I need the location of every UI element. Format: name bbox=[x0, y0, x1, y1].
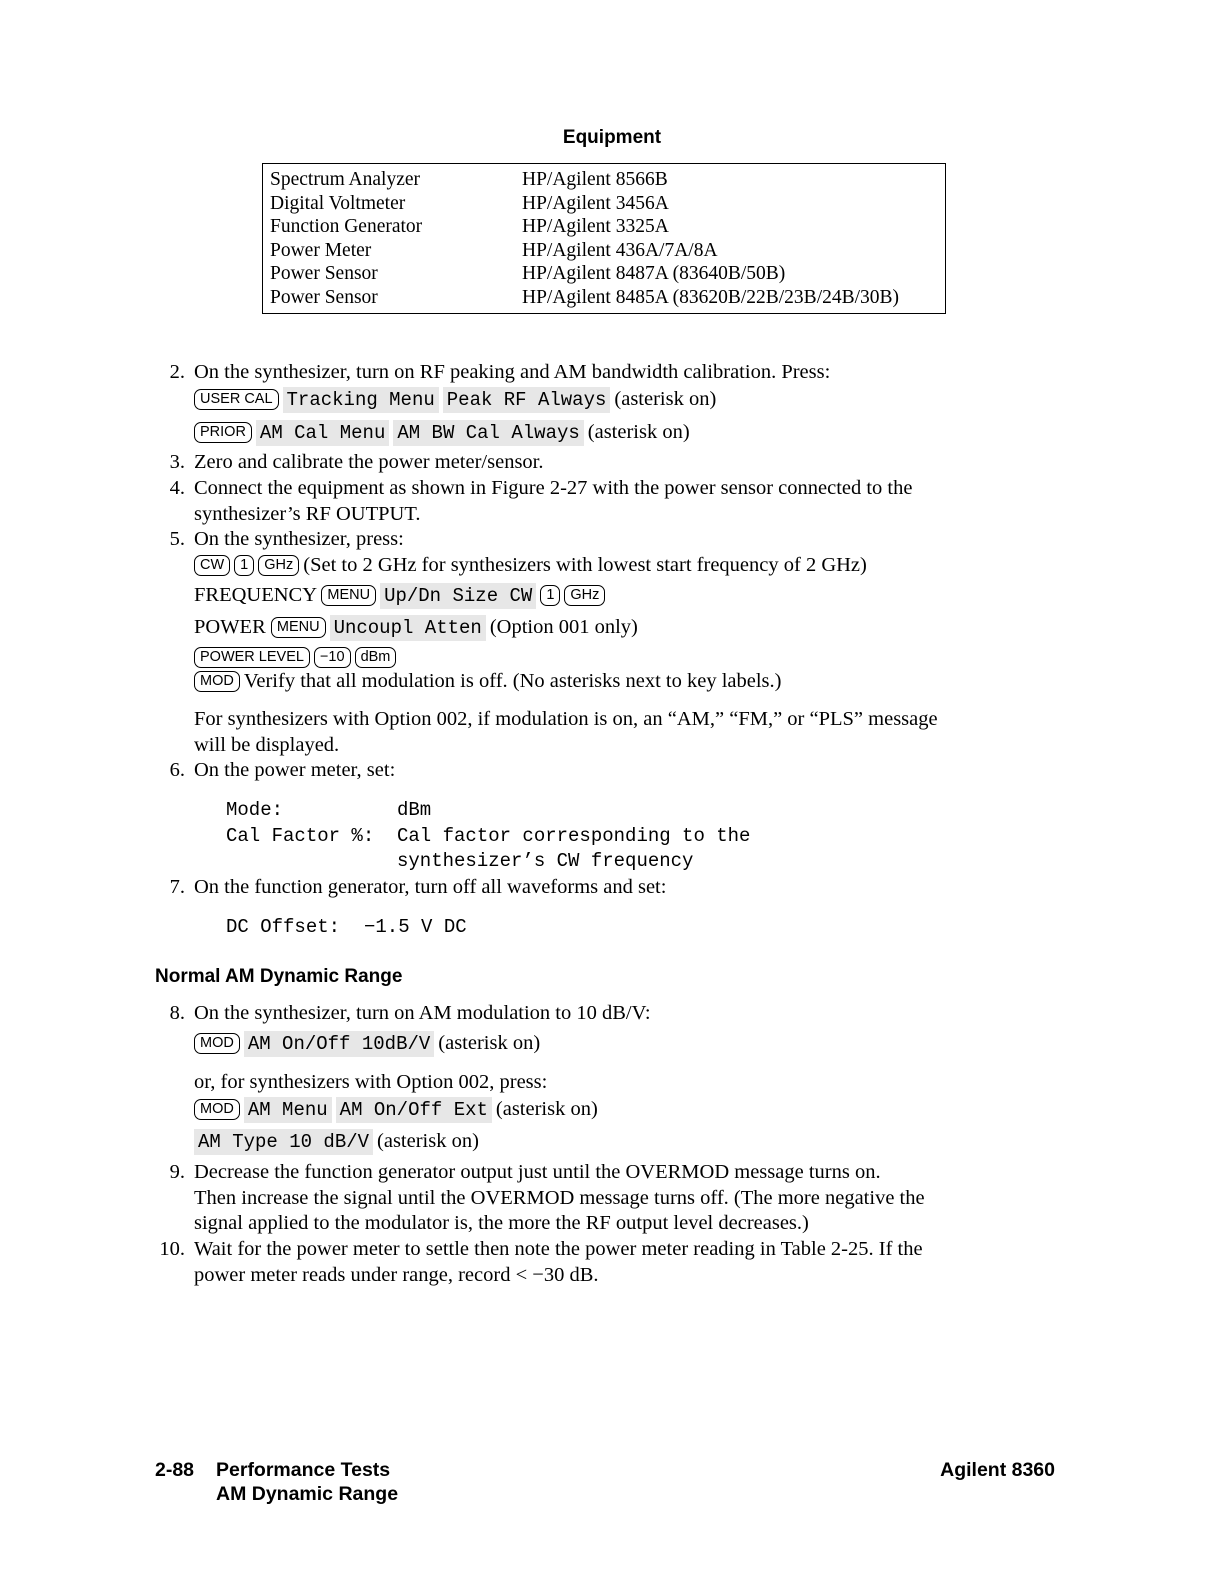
keypress-line: FREQUENCY MENU Up/Dn Size CW 1 GHz bbox=[194, 583, 609, 609]
footer-chapter: Performance Tests bbox=[216, 1459, 391, 1481]
keypress-line: MOD Verify that all modulation is off. (No asterisks next to key labels.) bbox=[194, 669, 781, 693]
setting-label: Cal Factor %: bbox=[226, 825, 375, 847]
am-on-off-ext-softkey: AM On/Off Ext bbox=[336, 1097, 492, 1123]
setting-value: synthesizer’s CW frequency bbox=[397, 850, 694, 872]
am-type-10dbv-softkey: AM Type 10 dB/V bbox=[194, 1129, 373, 1155]
setting-value: dBm bbox=[397, 799, 432, 821]
am-on-off-10dbv-softkey: AM On/Off 10dB/V bbox=[244, 1031, 434, 1057]
step-text: synthesizer’s RF OUTPUT. bbox=[194, 503, 421, 525]
keypress-line: MOD AM Menu AM On/Off Ext (asterisk on) bbox=[194, 1097, 598, 1123]
tracking-menu-softkey: Tracking Menu bbox=[283, 387, 439, 413]
uncoupl-atten-softkey: Uncoupl Atten bbox=[330, 615, 486, 641]
step-number: 4. bbox=[169, 477, 185, 499]
step-number: 6. bbox=[169, 759, 185, 781]
menu-key: MENU bbox=[271, 617, 326, 638]
up-dn-size-cw-softkey: Up/Dn Size CW bbox=[380, 583, 536, 609]
step-text: signal applied to the modulator is, the more the RF output level decreases.) bbox=[194, 1212, 809, 1234]
keypress-line: USER CAL Tracking Menu Peak RF Always (asterisk on) bbox=[194, 387, 716, 413]
footer-page-number: 2-88 bbox=[155, 1459, 195, 1481]
step-text: or, for synthesizers with Option 002, press: bbox=[194, 1071, 548, 1093]
setting-label: DC Offset: bbox=[226, 916, 341, 938]
table-row: Spectrum Analyzer HP/Agilent 8566B bbox=[270, 169, 668, 190]
digit-1-key: 1 bbox=[234, 555, 254, 576]
dbm-key: dBm bbox=[355, 647, 397, 668]
step-text: On the function generator, turn off all waveforms and set: bbox=[194, 876, 667, 898]
keypress-line: PRIOR AM Cal Menu AM BW Cal Always (asterisk on) bbox=[194, 420, 690, 446]
step-text: power meter reads under range, record < −30 dB. bbox=[194, 1264, 599, 1286]
keypress-line: POWER MENU Uncoupl Atten (Option 001 only) bbox=[194, 616, 638, 639]
step-number: 7. bbox=[169, 876, 185, 898]
mod-key: MOD bbox=[194, 671, 240, 692]
option-note: For synthesizers with Option 002, if modulation is on, an “AM,” “FM,” or “PLS” message bbox=[194, 708, 938, 730]
step-text: On the power meter, set: bbox=[194, 759, 396, 781]
table-row: Function Generator HP/Agilent 3325A bbox=[270, 216, 669, 238]
am-cal-menu-softkey: AM Cal Menu bbox=[256, 420, 389, 446]
mod-key: MOD bbox=[194, 1033, 240, 1054]
equipment-table bbox=[262, 163, 946, 314]
step-text: Then increase the signal until the OVERMOD message turns off. (The more negative the bbox=[194, 1187, 925, 1209]
keypress-line: MOD AM On/Off 10dB/V (asterisk on) bbox=[194, 1031, 540, 1057]
step-text: On the synthesizer, turn on RF peaking and AM bandwidth calibration. Press: bbox=[194, 361, 831, 383]
user-cal-key: USER CAL bbox=[194, 389, 279, 410]
table-row: Digital Voltmeter HP/Agilent 3456A bbox=[270, 192, 669, 214]
digit-1-key: 1 bbox=[540, 585, 560, 606]
keypress-line: CW 1 GHz (Set to 2 GHz for synthesizers with lowest start frequency of 2 GHz) bbox=[194, 553, 867, 577]
keypress-line: AM Type 10 dB/V (asterisk on) bbox=[194, 1129, 479, 1155]
ghz-key: GHz bbox=[258, 555, 299, 576]
power-level-key: POWER LEVEL bbox=[194, 647, 310, 668]
step-number: 5. bbox=[169, 528, 185, 550]
step-text: Decrease the function generator output just until the OVERMOD message turns on. bbox=[194, 1161, 881, 1183]
cw-key: CW bbox=[194, 555, 230, 576]
step-text: Wait for the power meter to settle then note the power meter reading in Table 2-25. If the bbox=[194, 1238, 923, 1260]
am-bw-cal-always-softkey: AM BW Cal Always bbox=[393, 420, 583, 446]
table-row: Power Meter HP/Agilent 436A/7A/8A bbox=[270, 239, 718, 261]
section-heading: Normal AM Dynamic Range bbox=[155, 966, 403, 987]
option-note: will be displayed. bbox=[194, 734, 340, 756]
step-text: On the synthesizer, turn on AM modulation to 10 dB/V: bbox=[194, 1002, 651, 1024]
table-row: Power Sensor HP/Agilent 8485A (83620B/22B/23B/24B/30B) bbox=[270, 286, 900, 308]
step-number: 2. bbox=[169, 361, 185, 383]
table-row: Power Sensor HP/Agilent 8487A (83640B/50B) bbox=[270, 263, 786, 285]
setting-value: Cal factor corresponding to the bbox=[397, 825, 751, 847]
step-number: 10. bbox=[159, 1238, 185, 1260]
prior-key: PRIOR bbox=[194, 422, 252, 443]
peak-rf-always-softkey: Peak RF Always bbox=[443, 387, 611, 413]
am-menu-softkey: AM Menu bbox=[244, 1097, 332, 1123]
step-number: 9. bbox=[169, 1161, 185, 1183]
setting-label: Mode: bbox=[226, 799, 284, 821]
equipment-title: Equipment bbox=[562, 127, 662, 148]
step-text: Connect the equipment as shown in Figure 2-27 with the power sensor connected to the bbox=[194, 477, 913, 499]
menu-key: MENU bbox=[321, 585, 376, 606]
step-number: 3. bbox=[169, 451, 185, 473]
step-number: 8. bbox=[169, 1002, 185, 1024]
mod-key: MOD bbox=[194, 1099, 240, 1120]
setting-value: −1.5 V DC bbox=[364, 916, 467, 938]
step-text: On the synthesizer, press: bbox=[194, 528, 404, 550]
footer-product: Agilent 8360 bbox=[940, 1459, 1055, 1481]
minus-10-key: −10 bbox=[314, 647, 351, 668]
step-text: Zero and calibrate the power meter/sensor. bbox=[194, 451, 544, 473]
keypress-line bbox=[194, 645, 400, 669]
footer-subsection: AM Dynamic Range bbox=[216, 1483, 399, 1505]
ghz-key: GHz bbox=[564, 585, 605, 606]
